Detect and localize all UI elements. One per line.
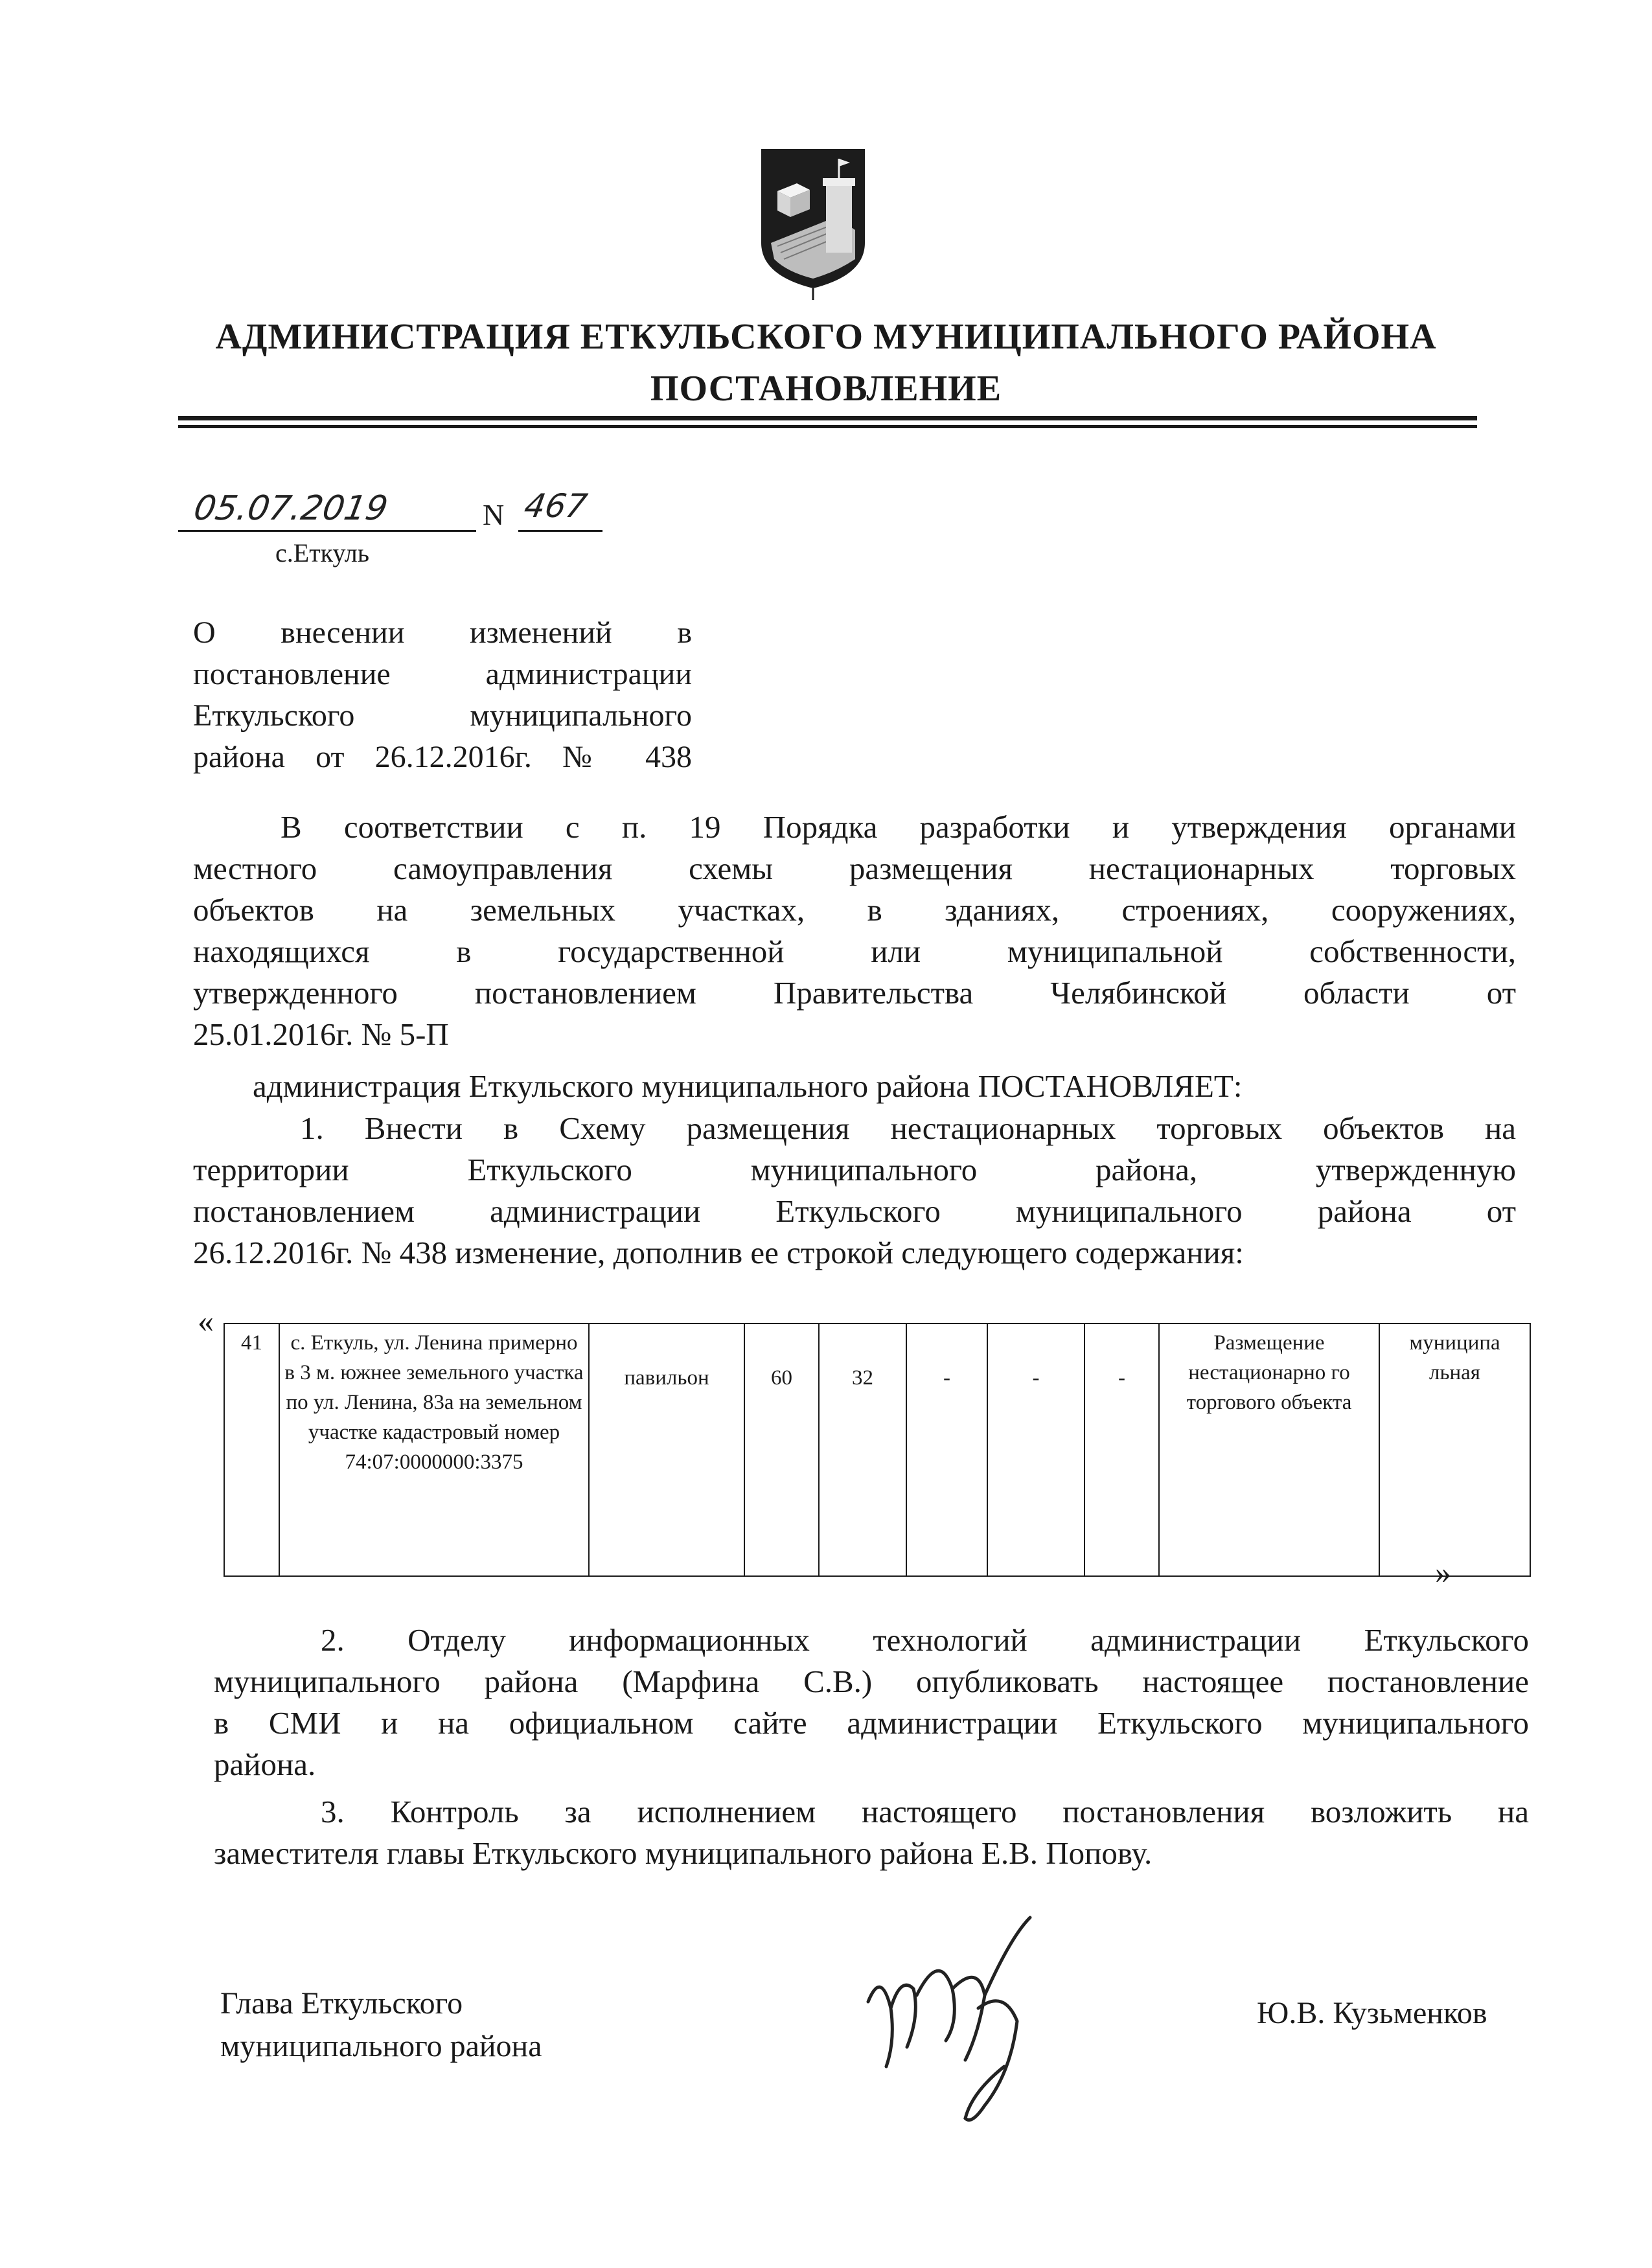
number-label: N: [483, 498, 505, 531]
position-line: Глава Еткульского: [220, 1986, 463, 2021]
text-line: 2. Отделу информационных технологий администрации Еткульского: [321, 1622, 1529, 1658]
subject-line: О внесении изменений в: [193, 615, 692, 650]
text-line: В соответствии с п. 19 Порядка разработки и утверждения органами: [281, 809, 1516, 845]
item-1-paragraph: [193, 1108, 1516, 1274]
number-underline: [518, 530, 602, 532]
text-line: находящихся в государственной или муниципальной собственности,: [193, 934, 1516, 969]
signatory-position: [220, 1982, 542, 2068]
text-line: 1. Внести в Схему размещения нестационарных торговых объектов на: [300, 1110, 1516, 1146]
text-line: объектов на земельных участках, в зданиях, строениях, сооружениях,: [193, 892, 1516, 928]
quote-open: «: [198, 1303, 214, 1339]
text-line: постановлением администрации Еткульского муниципального района от: [193, 1193, 1516, 1229]
subject-line: постановление администрации: [193, 657, 692, 691]
item-3-paragraph: [214, 1791, 1529, 1874]
signatory-name: Ю.В. Кузьменков: [1257, 1996, 1487, 2030]
document-date: 05.07.2019: [190, 489, 391, 528]
subject-line: Еткульского муниципального: [193, 698, 692, 733]
cell-empty: -: [906, 1323, 987, 1576]
document-type: ПОСТАНОВЛЕНИЕ: [650, 369, 1002, 409]
text-line: 3. Контроль за исполнением настоящего постановления возложить на: [321, 1794, 1529, 1829]
header-rule-thin: [178, 425, 1477, 428]
cell-empty: -: [987, 1323, 1084, 1576]
text-line: 25.01.2016г. № 5-П: [193, 1016, 449, 1052]
cell-ownership: муниципа льная: [1379, 1323, 1530, 1576]
text-line: 26.12.2016г. № 438 изменение, дополнив ее строкой следующего содержания:: [193, 1235, 1244, 1270]
cell-address: с. Еткуль, ул. Ленина примерно в 3 м. южнее земельного участка по ул. Ленина, 83а на земельном участке кадастровый номер 74:07:0000000:3375: [279, 1323, 589, 1576]
position-line: муниципального района: [220, 2029, 542, 2063]
document-subject: [193, 612, 692, 778]
text-line: муниципального района (Марфина С.В.) опубликовать настоящее постановление: [214, 1664, 1529, 1699]
cell-area: 60: [744, 1323, 819, 1576]
cell-count: 32: [819, 1323, 906, 1576]
subject-line: района от 26.12.2016г. № 438: [193, 740, 692, 774]
decree-line: администрация Еткульского муниципального района ПОСТАНОВЛЯЕТ:: [253, 1068, 1243, 1104]
document-number: 467: [521, 487, 590, 525]
place-of-issue: с.Еткуль: [275, 538, 369, 567]
text-line: заместителя главы Еткульского муниципального района Е.В. Попову.: [214, 1835, 1153, 1871]
organization-title: АДМИНИСТРАЦИЯ ЕТКУЛЬСКОГО МУНИЦИПАЛЬНОГО РАЙОНА: [215, 317, 1437, 357]
text-line: территории Еткульского муниципального района, утвержденную: [193, 1152, 1516, 1187]
cell-number: 41: [224, 1323, 279, 1576]
coat-of-arms-icon: [758, 146, 868, 301]
text-line: в СМИ и на официальном сайте администрации Еткульского муниципального: [214, 1705, 1529, 1741]
preamble-paragraph: [193, 807, 1516, 1055]
cell-purpose: Размещение нестационарно го торгового объекта: [1159, 1323, 1379, 1576]
quote-close: »: [1435, 1554, 1451, 1590]
text-line: местного самоуправления схемы размещения нестационарных торговых: [193, 851, 1516, 886]
text-line: района.: [214, 1747, 316, 1782]
table-row: [224, 1323, 1530, 1576]
item-2-paragraph: [214, 1620, 1529, 1785]
cell-empty: -: [1084, 1323, 1159, 1576]
cell-type: павильон: [589, 1323, 744, 1576]
header-rule: [178, 416, 1477, 420]
handwritten-signature-icon: [855, 1911, 1062, 2131]
date-underline: [178, 530, 476, 532]
schema-table: [224, 1323, 1531, 1577]
text-line: утвержденного постановлением Правительства Челябинской области от: [193, 975, 1516, 1011]
